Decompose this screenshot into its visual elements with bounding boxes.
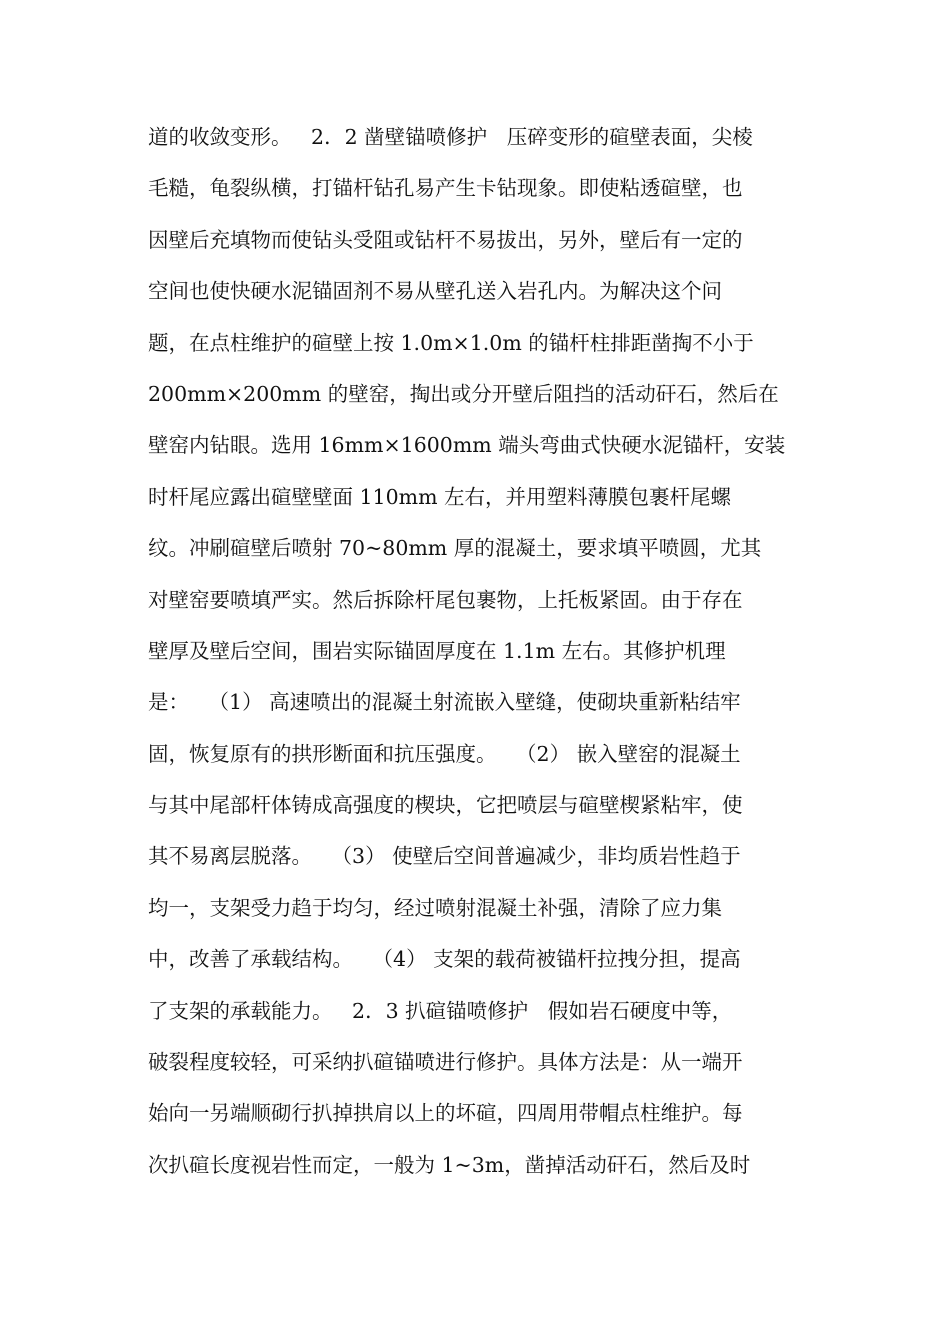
text-line: 时杆尾应露出碹壁壁面 110mm 左右，并用塑料薄膜包裹杆尾螺 [148, 484, 732, 509]
text-line: 壁厚及壁后空间，围岩实际锚固厚度在 1.1m 左右。其修护机理 [148, 638, 726, 663]
text-line: 固，恢复原有的拱形断面和抗压强度。 （2） 嵌入壁窑的混凝土 [148, 741, 741, 766]
text-line: 其不易离层脱落。 （3） 使壁后空间普遍减少，非均质岩性趋于 [148, 844, 741, 869]
text-line: 200mm×200mm 的壁窑，掏出或分开壁后阻挡的活动矸石，然后在 [148, 381, 779, 406]
text-line: 因壁后充填物而使钻头受阻或钻杆不易拔出，另外，壁后有一定的 [148, 227, 743, 252]
body-text [148, 112, 808, 1191]
text-line: 次扒碹长度视岩性而定，一般为 1~3m，凿掉活动矸石，然后及时 [148, 1152, 751, 1177]
text-line: 空间也使快硬水泥锚固剂不易从壁孔送入岩孔内。为解决这个问 [148, 279, 722, 304]
text-line: 破裂程度较轻，可采纳扒碹锚喷进行修护。具体方法是：从一端开 [148, 1050, 743, 1075]
text-line: 始向一另端顺砌行扒掉拱肩以上的坏碹，四周用带帽点柱维护。每 [148, 1101, 743, 1126]
text-line: 题，在点柱维护的碹壁上按 1.0m×1.0m 的锚杆柱排距凿掏不小于 [148, 330, 754, 355]
text-line: 壁窑内钻眼。选用 16mm×1600mm 端头弯曲式快硬水泥锚杆，安装 [148, 433, 786, 458]
text-line: 均一，支架受力趋于均匀，经过喷射混凝土补强，清除了应力集 [148, 895, 722, 920]
text-line: 与其中尾部杆体铸成高强度的楔块，它把喷层与碹壁楔紧粘牢，使 [148, 793, 743, 818]
text-line: 是： （1） 高速喷出的混凝土射流嵌入壁缝，使砌块重新粘结牢 [148, 690, 741, 715]
text-line: 了支架的承载能力。 2．3 扒碹锚喷修护 假如岩石硬度中等， [148, 998, 733, 1023]
text-line: 毛糙，龟裂纵横，打锚杆钻孔易产生卡钻现象。即使粘透碹壁，也 [148, 176, 743, 201]
text-line: 道的收敛变形。 2．2 凿壁锚喷修护 压碎变形的碹壁表面，尖棱 [148, 125, 753, 149]
text-line: 对壁窑要喷填严实。然后拆除杆尾包裹物，上托板紧固。由于存在 [148, 587, 743, 612]
text-line: 纹。冲刷碹壁后喷射 70~80mm 厚的混凝土，要求填平喷圆，尤其 [148, 536, 762, 561]
text-line: 中，改善了承载结构。 （4） 支架的载荷被锚杆拉拽分担，提高 [148, 947, 741, 972]
